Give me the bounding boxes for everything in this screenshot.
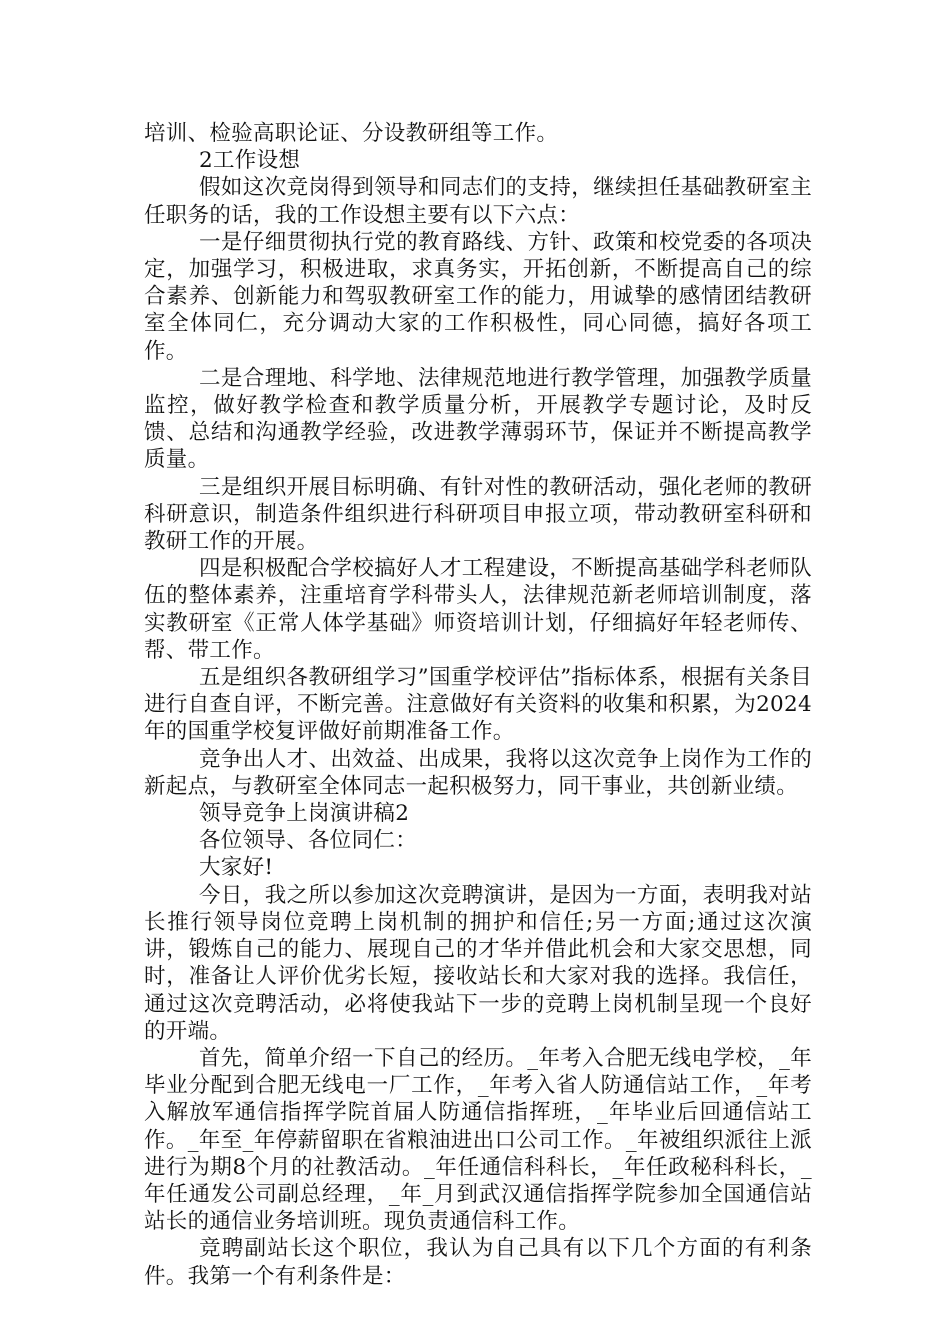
paragraph: 培训、检验高职论证、分设教研组等工作。 (144, 121, 559, 146)
salutation: 各位领导、各位同仁： (199, 828, 418, 854)
paragraph: 五是组织各教研组学习”国重学校评估”指标体系，根据有关条目进行自查自评，不断完善。注意做好有关资料的收集和积累，为2024年的国重学校复评做好前期准备工作。 (144, 665, 812, 745)
paragraph: 一是仔细贯彻执行党的教育路线、方针、政策和校党委的各项决定，加强学习，积极进取，求真务实，开拓创新，不断提高自己的综合素养、创新能力和驾驭教研室工作的能力，用诚挚的感情团结教研室全体同仁，充分调动大家的工作积极性，同心同德，搞好各项工作。 (144, 229, 812, 364)
paragraph: 今日，我之所以参加这次竞聘演讲，是因为一方面，表明我对站长推行领导岗位竞聘上岗机制的拥护和信任;另一方面;通过这次演讲，锻炼自己的能力、展现自己的才华并借此机会和大家交思想，同时，准备让人评价优劣长短，接收站长和大家对我的选择。我信任，通过这次竞聘活动，必将使我站下一步的竞聘上岗机制呈现一个良好的开端。 (144, 882, 812, 1044)
paragraph: 二是合理地、科学地、法律规范地进行教学管理，加强教学质量监控，做好教学检查和教学质量分析，开展教学专题讨论，及时反馈、总结和沟通教学经验，改进教学薄弱环节，保证并不断提高教学质量。 (144, 365, 812, 473)
speech-title: 领导竞争上岗演讲稿2 (199, 801, 410, 827)
greeting: 大家好! (199, 855, 274, 881)
section-heading: 2工作设想 (199, 148, 301, 174)
paragraph: 首先，简单介绍一下自己的经历。_年考入合肥无线电学校，_年毕业分配到合肥无线电一厂工作，_年考入省人防通信站工作，_年考入解放军通信指挥学院首届人防通信指挥班，_年毕业后回通信站工作。_年至_年停薪留职在省粮油进出口公司工作。_年被组织派往上派进行为期8个月的社教活动。_年任通信科科长，_年任政秘科科长，_年任通发公司副总经理，_年_月到武汉通信指挥学院参加全国通信站站长的通信业务培训班。现负责通信科工作。 (144, 1045, 812, 1235)
paragraph: 假如这次竞岗得到领导和同志们的支持，继续担任基础教研室主任职务的话，我的工作设想主要有以下六点： (144, 175, 812, 228)
document-body (144, 120, 812, 1290)
paragraph: 竞争出人才、出效益、出成果，我将以这次竞争上岗作为工作的新起点，与教研室全体同志一起积极努力，同干事业，共创新业绩。 (144, 746, 812, 799)
paragraph: 四是积极配合学校搞好人才工程建设，不断提高基础学科老师队伍的整体素养，注重培育学科带头人，法律规范新老师培训制度，落实教研室《正常人体学基础》师资培训计划，仔细搞好年轻老师传、帮、带工作。 (144, 556, 812, 663)
paragraph: 竞聘副站长这个职位，我认为自己具有以下几个方面的有利条件。我第一个有利条件是： (144, 1236, 812, 1289)
paragraph: 三是组织开展目标明确、有针对性的教研活动，强化老师的教研科研意识，制造条件组织进行科研项目申报立项，带动教研室科研和教研工作的开展。 (144, 474, 812, 555)
